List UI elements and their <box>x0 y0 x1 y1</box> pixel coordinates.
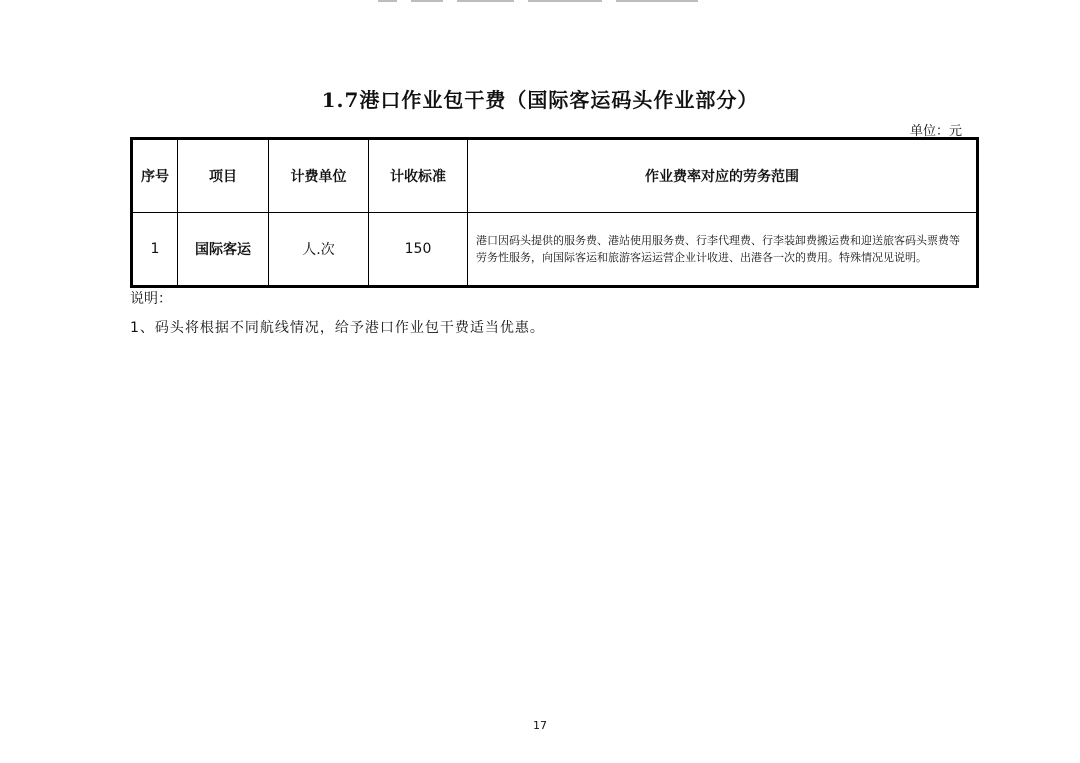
cell-standard: 150 <box>369 213 468 287</box>
header-standard: 计收标准 <box>369 139 468 213</box>
cell-scope: 港口因码头提供的服务费、港站使用服务费、行李代理费、行李装卸费搬运费和迎送旅客码头票费等劳务性服务，向国际客运和旅游客运运营企业计收进、出港各一次的费用。特殊情况见说明。 <box>468 213 978 287</box>
cell-item: 国际客运 <box>178 213 269 287</box>
page-number: 17 <box>533 719 547 732</box>
notes-label: 说明： <box>130 291 172 307</box>
note-item: 1、码头将根据不同航线情况，给予港口作业包干费适当优惠。 <box>130 320 545 336</box>
header-no: 序号 <box>132 139 178 213</box>
header-scope: 作业费率对应的劳务范围 <box>468 139 978 213</box>
table-row <box>132 213 978 287</box>
page-title: 1.7港口作业包干费（国际客运码头作业部分） <box>321 88 759 112</box>
header-unit: 计费单位 <box>269 139 369 213</box>
cell-no: 1 <box>132 213 178 287</box>
fee-table <box>130 137 979 288</box>
table-header-row <box>132 139 978 213</box>
header-marks <box>378 0 698 3</box>
unit-label: 单位：元 <box>909 124 962 139</box>
header-item: 项目 <box>178 139 269 213</box>
cell-unit: 人.次 <box>269 213 369 287</box>
